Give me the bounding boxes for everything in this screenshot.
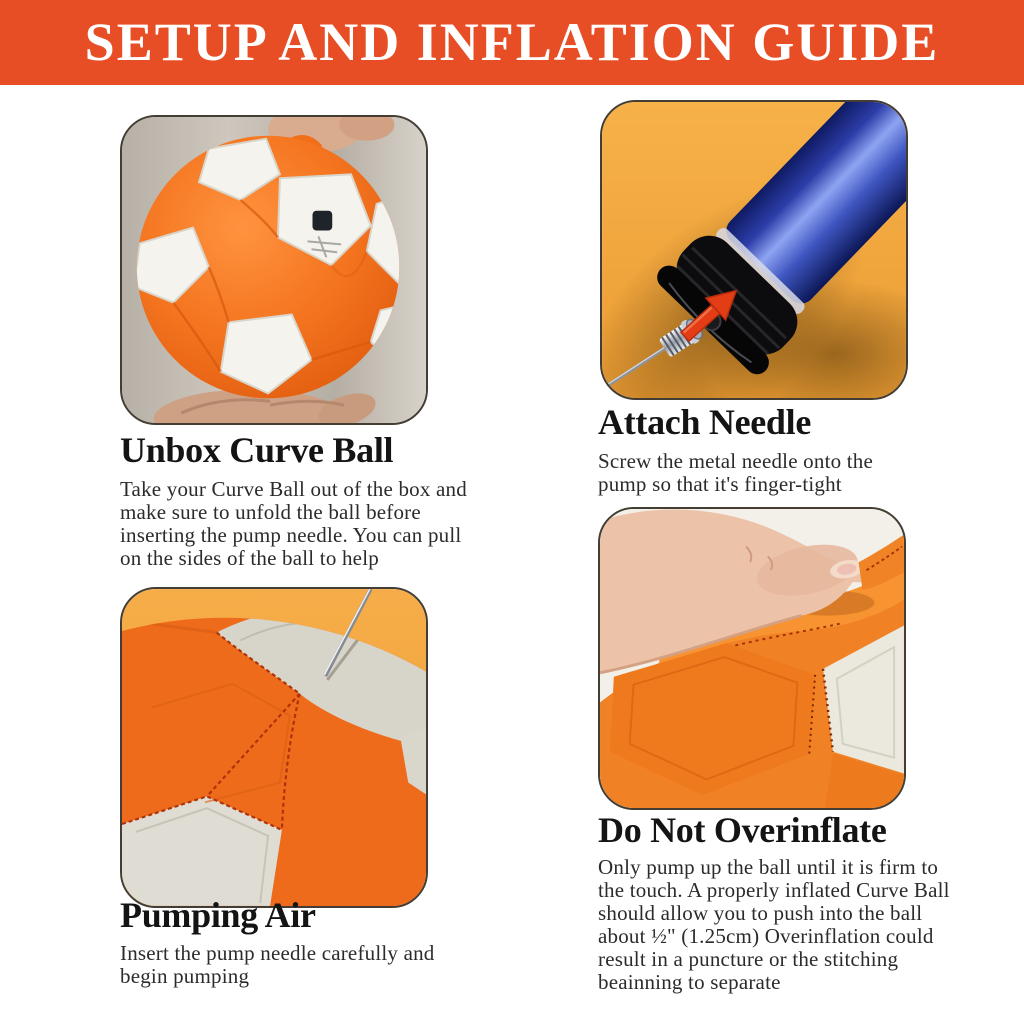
body-line: Take your Curve Ball out of the box and (120, 477, 467, 501)
step-body-unbox (120, 478, 540, 570)
body-line: Screw the metal needle onto the (598, 449, 874, 473)
body-line: make sure to unfold the ball before (120, 500, 421, 524)
body-line: Insert the pump needle carefully and (120, 941, 435, 965)
curve-ball-photo (120, 115, 428, 425)
pump-needle-illustration (602, 102, 906, 398)
body-line: on the sides of the ball to help (120, 546, 379, 570)
pumping-air-photo (120, 587, 428, 908)
body-line: pump so that it's finger-tight (598, 472, 842, 496)
body-line: the touch. A properly inflated Curve Ball (598, 878, 950, 902)
step-body-pumping-air (120, 942, 540, 988)
step-heading-pumping-air: Pumping Air (120, 895, 316, 935)
valve-dot (312, 211, 332, 231)
step-heading-overinflate: Do Not Overinflate (598, 810, 887, 850)
page-title: SETUP AND INFLATION GUIDE (84, 12, 940, 72)
body-line: Only pump up the ball until it is firm to (598, 855, 939, 879)
body-line: inserting the pump needle. You can pull (120, 523, 462, 547)
body-line: result in a puncture or the stitching (598, 947, 899, 971)
header-banner (0, 0, 1024, 85)
body-line: begin pumping (120, 964, 250, 988)
body-line: should allow you to push into the ball (598, 901, 923, 925)
curve-ball-illustration (122, 117, 426, 423)
pump-needle-photo (600, 100, 908, 400)
step-heading-attach-needle: Attach Needle (598, 402, 812, 442)
body-line: about ½" (1.25cm) Overinflation could (598, 924, 934, 948)
needle-in-ball-illustration (122, 589, 426, 906)
step-body-attach-needle (598, 450, 1018, 496)
step-body-overinflate (598, 856, 1018, 994)
body-line: beainning to separate (598, 970, 781, 994)
hand-pressing-ball-illustration (600, 509, 904, 808)
step-heading-unbox: Unbox Curve Ball (120, 430, 394, 470)
overinflate-photo (598, 507, 906, 810)
